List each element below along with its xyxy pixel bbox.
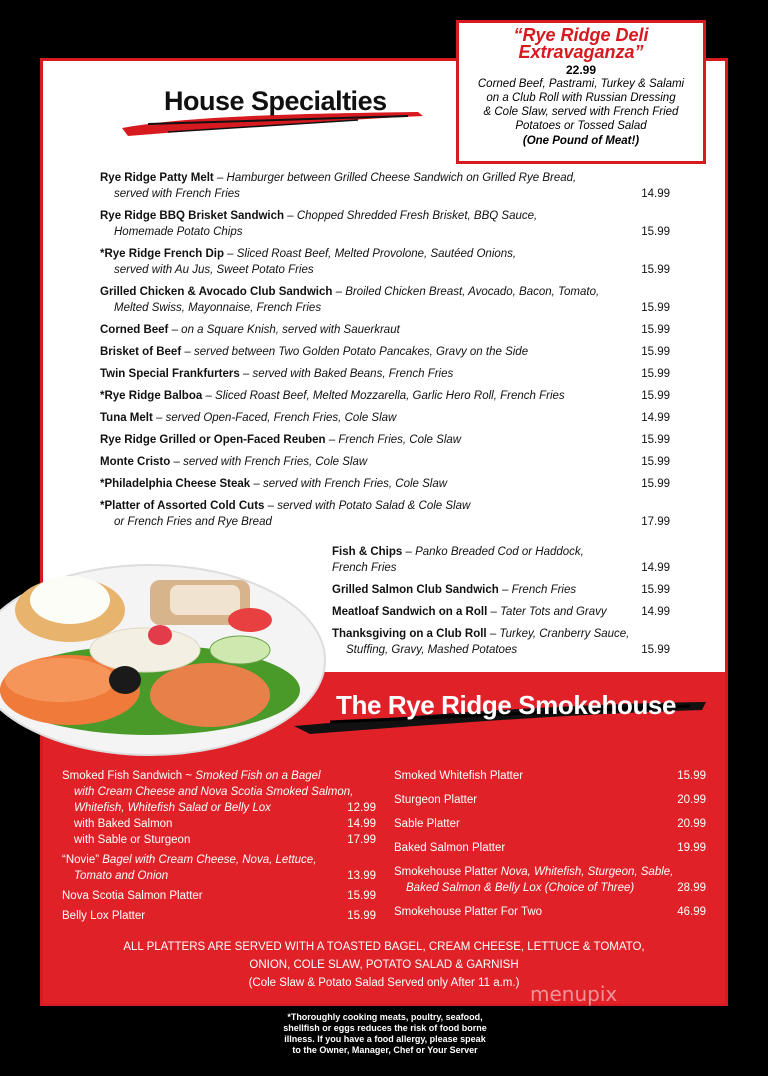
item-name: Thanksgiving on a Club Roll: [332, 628, 487, 640]
option-price: 14.99: [347, 818, 376, 830]
option-name: with Sable or Sturgeon: [74, 834, 191, 846]
item-price: 15.99: [641, 584, 670, 596]
item-desc-2: or French Fries and Rye Bread: [114, 516, 272, 528]
house-specialties-list: [100, 170, 670, 536]
item-desc-2: with Cream Cheese and Nova Scotia Smoked Salmon,: [74, 786, 354, 798]
item-desc: Smoked Fish on a Bagel: [195, 770, 321, 782]
extravaganza-price: 22.99: [565, 63, 597, 77]
smokehouse-right-column: [394, 768, 706, 924]
item-name: Monte Cristo: [100, 456, 171, 468]
smokehouse-item: [62, 908, 376, 924]
item-name: Tuna Melt: [100, 412, 153, 424]
item-price: 15.99: [641, 390, 670, 402]
item-price: 13.99: [347, 870, 376, 882]
item-desc-2: Melted Swiss, Mayonnaise, French Fries: [114, 302, 322, 314]
item-name: Rye Ridge BBQ Brisket Sandwich: [100, 210, 285, 222]
extravaganza-desc-3: & Cole Slaw, served with French Fried: [483, 106, 679, 118]
item-name: Smoked Fish Sandwich ~: [62, 770, 196, 782]
menu-item: Fish & Chips – Panko Breaded Cod or Haddock, French Fries 14.99: [332, 546, 670, 574]
item-name: “Novie”: [62, 854, 103, 866]
house-specialties-title: House Specialties: [164, 86, 387, 116]
allergy-line-3: illness. If you have a food allergy, please speak: [284, 1034, 486, 1044]
item-desc-2: served with French Fries: [114, 188, 240, 200]
item-desc: on a Square Knish, served with Sauerkraut: [181, 324, 400, 336]
smokehouse-item: [62, 852, 376, 884]
item-desc: Tater Tots and Gravy: [500, 606, 607, 618]
item-desc: Hamburger between Grilled Cheese Sandwich on Grilled Rye Bread,: [226, 172, 577, 184]
menu-item: Monte Cristo – served with French Fries, Cole Slaw 15.99: [100, 456, 670, 468]
house-specialties-list-2: [332, 544, 670, 664]
footer-line-2: ONION, COLE SLAW, POTATO SALAD & GARNISH: [249, 959, 519, 971]
item-price: 17.99: [641, 516, 670, 528]
menu-item: Grilled Chicken & Avocado Club Sandwich – Broiled Chicken Breast, Avocado, Bacon, Tomato, Melted Swiss, Mayonnaise, French Fries 15.99: [100, 286, 670, 314]
item-price: 28.99: [677, 882, 706, 894]
item-price: 15.99: [641, 226, 670, 238]
item-name: Twin Special Frankfurters: [100, 368, 240, 380]
smokehouse-item: [62, 888, 376, 904]
item-desc: Chopped Shredded Fresh Brisket, BBQ Sauce,: [296, 210, 538, 222]
option-price: 17.99: [347, 834, 376, 846]
item-price: 15.99: [641, 456, 670, 468]
menu-item: *Rye Ridge Balboa – Sliced Roast Beef, Melted Mozzarella, Garlic Hero Roll, French Fries 15.99: [100, 390, 670, 402]
item-desc: Nova, Whitefish, Sturgeon, Sable,: [500, 866, 674, 878]
item-price: 15.99: [641, 324, 670, 336]
item-desc: served with Potato Salad & Cole Slaw: [277, 500, 471, 512]
menu-item: Meatloaf Sandwich on a Roll – Tater Tots and Gravy 14.99: [332, 606, 670, 618]
item-desc: served with French Fries, Cole Slaw: [183, 456, 368, 468]
option-name: with Baked Salmon: [74, 818, 173, 830]
item-name: Grilled Salmon Club Sandwich: [332, 584, 499, 596]
allergy-line-1: *Thoroughly cooking meats, poultry, seafood,: [287, 1012, 483, 1022]
item-desc: Sliced Roast Beef, Melted Mozzarella, Garlic Hero Roll, French Fries: [215, 390, 565, 402]
extravaganza-box: [456, 20, 706, 164]
platters-footer: [43, 938, 725, 992]
item-name: *Rye Ridge Balboa: [100, 390, 203, 402]
item-price: 14.99: [641, 188, 670, 200]
menu-item: *Platter of Assorted Cold Cuts – served with Potato Salad & Cole Slaw or French Fries and Rye Bread 17.99: [100, 500, 670, 528]
item-name: Belly Lox Platter: [62, 910, 146, 922]
item-name: Rye Ridge Patty Melt: [100, 172, 214, 184]
menu-item: Corned Beef – on a Square Knish, served with Sauerkraut 15.99: [100, 324, 670, 336]
item-desc: served with Baked Beans, French Fries: [252, 368, 454, 380]
item-price: 20.99: [677, 818, 706, 830]
item-desc-3: Whitefish, Whitefish Salad or Belly Lox: [74, 802, 271, 814]
smokehouse-title: The Rye Ridge Smokehouse: [336, 690, 677, 720]
item-price: 15.99: [641, 264, 670, 276]
extravaganza-title-2: Extravaganza”: [518, 42, 644, 62]
smokehouse-item: [394, 816, 706, 832]
item-price: 15.99: [641, 478, 670, 490]
item-name: Nova Scotia Salmon Platter: [62, 890, 203, 902]
item-name: Smokehouse Platter: [394, 866, 501, 878]
item-desc-2: Homemade Potato Chips: [114, 226, 243, 238]
item-name: Brisket of Beef: [100, 346, 182, 358]
smokehouse-item: [394, 792, 706, 808]
item-name: Smoked Whitefish Platter: [394, 770, 524, 782]
item-name: *Platter of Assorted Cold Cuts: [100, 500, 265, 512]
allergy-notice: [270, 1012, 500, 1056]
item-name: Smokehouse Platter For Two: [394, 906, 543, 918]
extravaganza-desc-1: Corned Beef, Pastrami, Turkey & Salami: [477, 78, 685, 90]
allergy-line-4: to the Owner, Manager, Chef or Your Server: [292, 1045, 478, 1055]
footer-line-1: ALL PLATTERS ARE SERVED WITH A TOASTED BAGEL, CREAM CHEESE, LETTUCE & TOMATO,: [123, 941, 645, 953]
item-desc: Bagel with Cream Cheese, Nova, Lettuce,: [102, 854, 317, 866]
item-price: 14.99: [641, 606, 670, 618]
item-desc-2: Baked Salmon & Belly Lox (Choice of Three): [406, 882, 635, 894]
smokehouse-item: [394, 864, 706, 896]
menu-item: Grilled Salmon Club Sandwich – French Fries 15.99: [332, 584, 670, 596]
item-name: Baked Salmon Platter: [394, 842, 506, 854]
item-name: Sable Platter: [394, 818, 460, 830]
item-desc-2: served with Au Jus, Sweet Potato Fries: [114, 264, 314, 276]
extravaganza-title-1: “Rye Ridge Deli: [513, 25, 649, 45]
item-desc: served between Two Golden Potato Pancakes, Gravy on the Side: [193, 346, 529, 358]
menu-item: *Rye Ridge French Dip – Sliced Roast Beef, Melted Provolone, Sautéed Onions, served with Au Jus, Sweet Potato Fries 15.99: [100, 248, 670, 276]
menu-item: Rye Ridge Grilled or Open-Faced Reuben – French Fries, Cole Slaw 15.99: [100, 434, 670, 446]
item-name: Meatloaf Sandwich on a Roll: [332, 606, 488, 618]
item-name: Corned Beef: [100, 324, 169, 336]
menu-item: Rye Ridge BBQ Brisket Sandwich – Chopped Shredded Fresh Brisket, BBQ Sauce, Homemade Potato Chips 15.99: [100, 210, 670, 238]
menu-item: Brisket of Beef – served between Two Golden Potato Pancakes, Gravy on the Side 15.99: [100, 346, 670, 358]
extravaganza-desc-4: Potatoes or Tossed Salad: [515, 120, 647, 132]
item-price: 14.99: [641, 562, 670, 574]
item-price: 20.99: [677, 794, 706, 806]
item-price: 15.99: [641, 302, 670, 314]
item-name: *Rye Ridge French Dip: [100, 248, 224, 260]
menu-item: Rye Ridge Patty Melt – Hamburger between Grilled Cheese Sandwich on Grilled Rye Bread, served with French Fries 14.99: [100, 172, 670, 200]
item-price: 19.99: [677, 842, 706, 854]
item-price: 46.99: [677, 906, 706, 918]
item-desc: French Fries, Cole Slaw: [338, 434, 462, 446]
smokehouse-item: [394, 768, 706, 784]
item-price: 15.99: [641, 434, 670, 446]
item-name: Rye Ridge Grilled or Open-Faced Reuben: [100, 434, 326, 446]
item-desc: French Fries: [511, 584, 577, 596]
item-desc: Broiled Chicken Breast, Avocado, Bacon, Tomato,: [345, 286, 600, 298]
item-name: *Philadelphia Cheese Steak: [100, 478, 251, 490]
item-name: Sturgeon Platter: [394, 794, 478, 806]
watermark: menupix: [530, 982, 618, 1006]
item-desc-2: Tomato and Onion: [74, 870, 169, 882]
food-plate-image: [0, 540, 330, 765]
extravaganza-note: (One Pound of Meat!): [522, 135, 640, 147]
menu-item: *Philadelphia Cheese Steak – served with French Fries, Cole Slaw 15.99: [100, 478, 670, 490]
item-desc: served with French Fries, Cole Slaw: [263, 478, 448, 490]
footer-line-3: (Cole Slaw & Potato Salad Served only After 11 a.m.): [248, 977, 520, 989]
item-desc: Sliced Roast Beef, Melted Provolone, Sautéed Onions,: [236, 248, 517, 260]
menu-item: Twin Special Frankfurters – served with Baked Beans, French Fries 15.99: [100, 368, 670, 380]
item-price: 15.99: [347, 890, 376, 902]
allergy-line-2: shellfish or eggs reduces the risk of food borne: [283, 1023, 487, 1033]
item-price: 15.99: [347, 910, 376, 922]
item-desc: Turkey, Cranberry Sauce,: [499, 628, 630, 640]
item-name: Grilled Chicken & Avocado Club Sandwich: [100, 286, 333, 298]
item-price: 12.99: [347, 802, 376, 814]
item-price: 15.99: [677, 770, 706, 782]
smokehouse-item: [394, 904, 706, 920]
item-desc: served Open-Faced, French Fries, Cole Slaw: [165, 412, 397, 424]
extravaganza-desc-2: on a Club Roll with Russian Dressing: [486, 92, 676, 104]
smokehouse-left-column: [62, 768, 376, 928]
item-desc-2: Stuffing, Gravy, Mashed Potatoes: [346, 644, 518, 656]
item-desc-2: French Fries: [332, 562, 397, 574]
item-price: 15.99: [641, 346, 670, 358]
item-price: 14.99: [641, 412, 670, 424]
item-desc: Panko Breaded Cod or Haddock,: [415, 546, 584, 558]
smokehouse-item: [394, 840, 706, 856]
item-name: Fish & Chips: [332, 546, 403, 558]
item-price: 15.99: [641, 368, 670, 380]
menu-item: Tuna Melt – served Open-Faced, French Fries, Cole Slaw 14.99: [100, 412, 670, 424]
menu-item: Thanksgiving on a Club Roll – Turkey, Cranberry Sauce, Stuffing, Gravy, Mashed Potatoes 15.99: [332, 628, 670, 656]
smokehouse-item: [62, 768, 376, 848]
item-price: 15.99: [641, 644, 670, 656]
